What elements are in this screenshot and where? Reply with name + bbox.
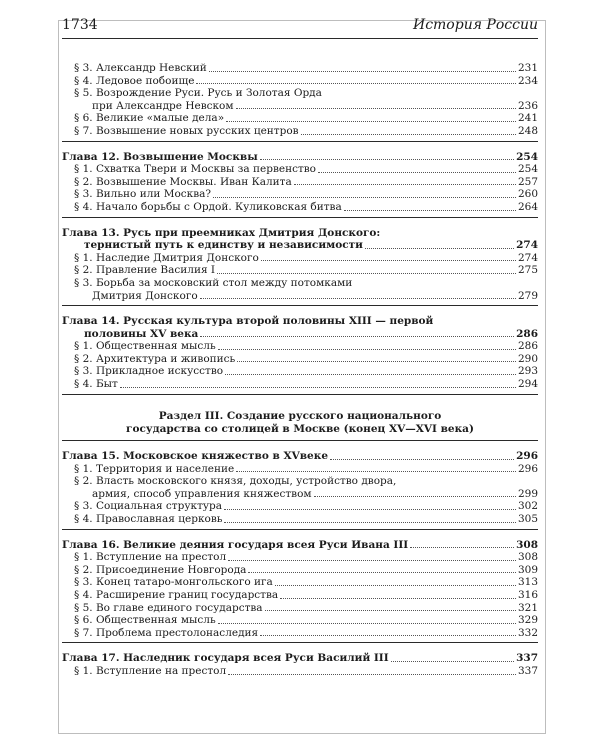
- toc-entry: армия, способ управления княжеством 299: [92, 487, 538, 500]
- toc-entry: § 2. Возвышение Москвы. Иван Калита 257: [74, 175, 538, 188]
- toc-group-chapter-14: [62, 315, 538, 395]
- toc-entry: § 2. Архитектура и живопись 290: [74, 352, 538, 365]
- toc-entry: § 4. Ледовое побоище 234: [74, 74, 538, 87]
- toc-group-chapter-13: [62, 227, 538, 307]
- chapter-title-first-line: Глава 14. Русская культура второй половины XIII — первой: [62, 315, 434, 328]
- toc-entry: § 7. Возвышение новых русских центров 248: [74, 124, 538, 137]
- toc-entry: § 1. Вступление на престол 337: [74, 664, 538, 677]
- toc-entry: § 1. Общественная мысль 286: [74, 340, 538, 353]
- table-of-contents: [62, 62, 538, 690]
- toc-entry: § 1. Наследие Дмитрия Донского 274: [74, 251, 538, 264]
- toc-entry: § 4. Православная церковь 305: [74, 513, 538, 526]
- toc-entry: § 4. Расширение границ государства 316: [74, 589, 538, 601]
- chapter-title: Глава 12. Возвышение Москвы 254: [62, 150, 538, 163]
- toc-entry: § 3. Прикладное искусство 293: [74, 365, 538, 378]
- page-number: 1734: [62, 17, 98, 33]
- toc-entry: при Александре Невском 236: [92, 99, 538, 112]
- toc-entry: § 3. Александр Невский 231: [74, 62, 538, 74]
- toc-entry: § 3. Вильно или Москва? 260: [74, 188, 538, 201]
- toc-entry: Дмитрия Донского 279: [92, 289, 538, 302]
- section-heading: Раздел III. Создание русского национального государства со столицей в Москве (конец XV—XVI века): [62, 404, 538, 441]
- toc-group-chapter-12: [62, 151, 538, 218]
- chapter-title: Глава 16. Великие деяния государя всея Руси Ивана III 308: [62, 538, 538, 551]
- running-header: [62, 16, 538, 39]
- toc-entry-first-line: § 2. Власть московского князя, доходы, устройство двора,: [74, 475, 397, 488]
- chapter-title: половины XV века 286: [84, 327, 538, 340]
- toc-group-chapter-16: [62, 539, 538, 644]
- toc-group-chapter-15: [62, 450, 538, 530]
- toc-entry: § 2. Присоединение Новгорода 309: [74, 563, 538, 576]
- toc-entry: § 6. Великие «малые дела» 241: [74, 112, 538, 125]
- toc-entry: § 6. Общественная мысль 329: [74, 614, 538, 627]
- toc-entry: § 1. Вступление на престол 308: [74, 551, 538, 564]
- toc-entry: § 4. Начало борьбы с Ордой. Куликовская битва 264: [74, 200, 538, 213]
- toc-entry: § 5. Во главе единого государства 321: [74, 601, 538, 614]
- toc-entry: § 4. Быт 294: [74, 378, 538, 391]
- toc-group-chapter-17: [62, 652, 538, 680]
- toc-entry: § 2. Правление Василия I 275: [74, 264, 538, 277]
- toc-entry: § 3. Конец татаро-монгольского ига 313: [74, 576, 538, 589]
- toc-entry: § 3. Социальная структура 302: [74, 500, 538, 513]
- book-title: История России: [412, 17, 538, 33]
- toc-entry: § 1. Схватка Твери и Москвы за первенство 254: [74, 163, 538, 176]
- toc-entry-first-line: § 3. Борьба за московский стол между потомками: [74, 276, 353, 289]
- toc-entry-first-line: § 5. Возрождение Руси. Русь и Золотая Орда: [74, 87, 322, 100]
- toc-entry: § 1. Территория и население 296: [74, 462, 538, 475]
- toc-group-chapter-11-cont: [62, 62, 538, 142]
- chapter-title-first-line: Глава 13. Русь при преемниках Дмитрия Донского:: [62, 226, 381, 239]
- chapter-title: тернистый путь к единству и независимости 274: [84, 239, 538, 252]
- chapter-title: Глава 15. Московское княжество в XVвеке 296: [62, 450, 538, 463]
- toc-entry: § 7. Проблема престолонаследия 332: [74, 626, 538, 639]
- chapter-title: Глава 17. Наследник государя всея Руси Василий III 337: [62, 652, 538, 665]
